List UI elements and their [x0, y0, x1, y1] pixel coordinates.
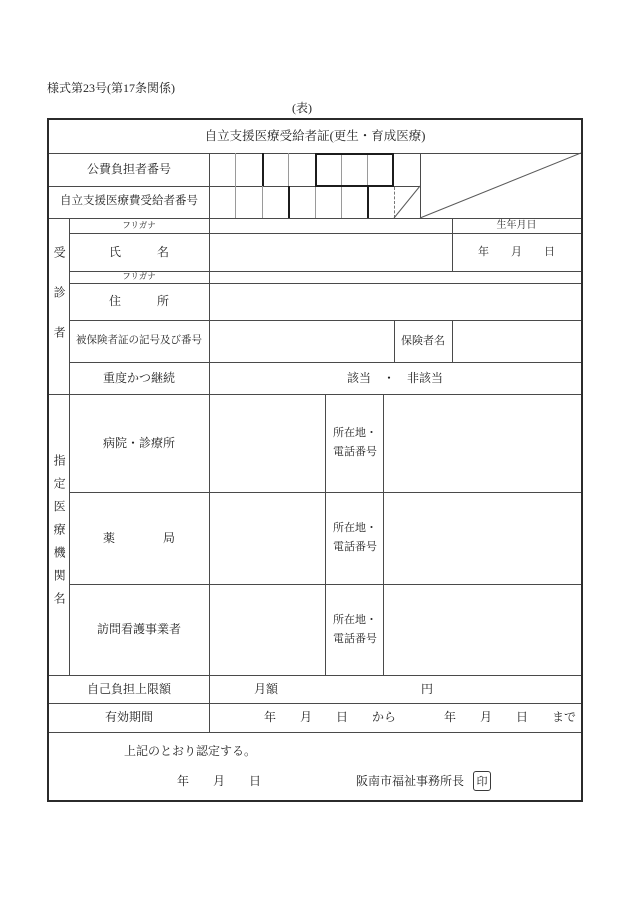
copay-yen-label: 円: [421, 681, 434, 696]
home-nursing-label: 訪問看護事業者: [96, 622, 181, 637]
grid-line-v: [383, 394, 384, 675]
furigana-address-label: フリガナ: [122, 271, 156, 282]
grid-line-v: [235, 186, 236, 218]
certificate-form: [47, 118, 583, 802]
grid-line-v: [367, 186, 369, 218]
issuer-name: 阪南市福祉事務所長: [356, 773, 465, 788]
birthdate-ymd: 年 月 日: [478, 245, 555, 258]
copay-limit-label: 自己負担上限額: [86, 681, 171, 696]
certification-date: 年 月 日: [177, 773, 262, 788]
severe-continuous-label: 重度かつ継続: [102, 370, 175, 385]
form-number: 様式第23号(第17条関係): [47, 80, 175, 95]
copay-monthly-label: 月額: [254, 681, 279, 696]
grid-line-v: [452, 320, 453, 362]
form-title: 自立支援医療受給者証(更生・育成医療): [204, 129, 426, 144]
validity-period-label: 有効期間: [104, 710, 153, 725]
institution-section-label: 指定医療機関名: [52, 454, 67, 615]
severe-continuous-value: 該当 ・ 非該当: [346, 370, 443, 385]
name-label: 氏 名: [108, 244, 169, 259]
insurer-name-label: 保険者名: [401, 334, 445, 347]
hospital-location-phone-label: 所在地・電話番号: [333, 427, 377, 458]
kohi-bold-box: [315, 153, 394, 187]
recipient-section-label: 受診者: [52, 246, 67, 366]
address-label: 住 所: [108, 294, 169, 309]
birthdate-label: 生年月日: [496, 219, 537, 231]
grid-line-v: [262, 186, 263, 218]
validity-period-value: 年 月 日 から 年 月 日 まで: [263, 710, 576, 725]
certification-statement: 上記のとおり認定する。: [124, 743, 257, 758]
grid-line-v: [235, 153, 236, 186]
grid-line-h: [49, 732, 581, 733]
pharmacy-location-phone-label: 所在地・電話番号: [333, 522, 377, 553]
grid-line-v: [262, 153, 264, 186]
official-seal: 印: [473, 771, 491, 791]
grid-line-v: [209, 153, 210, 732]
grid-line-v: [341, 187, 342, 218]
furigana-name-label: フリガナ: [122, 219, 156, 230]
grid-line-v: [420, 153, 421, 218]
home-nursing-location-phone-label: 所在地・電話番号: [333, 613, 377, 645]
grid-line-v: [288, 186, 290, 218]
grid-line-v-dashed: [394, 187, 395, 218]
pharmacy-label: 薬 局: [102, 530, 175, 545]
grid-line-v: [315, 187, 316, 218]
side-label: (表): [292, 100, 312, 115]
grid-line-v: [325, 394, 326, 675]
hospital-clinic-label: 病院・診療所: [102, 435, 175, 450]
public-payer-number-label: 公費負担者番号: [86, 162, 171, 177]
grid-line-v: [288, 153, 289, 186]
recipient-number-label: 自立支援医療費受給者番号: [60, 195, 198, 208]
insured-card-number-label: 被保険者証の記号及び番号: [76, 334, 202, 346]
